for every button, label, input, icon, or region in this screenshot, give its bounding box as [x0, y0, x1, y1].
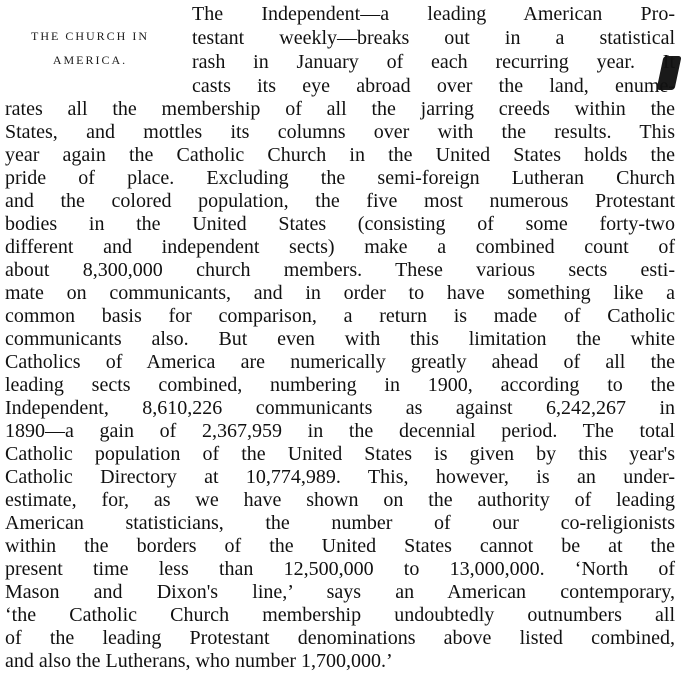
text-line: casts its eye abroad over the land, enume- — [192, 75, 675, 97]
text-line: testant weekly—breaks out in a statistical — [192, 27, 675, 49]
margin-heading-line-2: AMERICA. — [52, 53, 128, 67]
text-line: American statisticians, the number of our co-religionists — [5, 512, 675, 534]
text-line: year again the Catholic Church in the United States holds the — [5, 144, 675, 166]
text-line: and also the Lutherans, who number 1,700,000.’ — [5, 650, 393, 672]
text-line: ‘the Catholic Church membership undoubtedly outnumbers all — [5, 604, 675, 626]
text-line: within the borders of the United States cannot be at the — [5, 535, 675, 557]
text-line: common basis for comparison, a return is made of Catholic — [5, 305, 675, 327]
text-line: different and independent sects) make a combined count of — [5, 236, 675, 258]
text-line: of the leading Protestant denominations above listed combined, — [5, 627, 675, 649]
text-line: estimate, for, as we have shown on the authority of leading — [5, 489, 675, 511]
text-line: bodies in the United States (consisting of some forty-two — [5, 213, 675, 235]
text-line: communicants also. But even with this limitation the white — [5, 328, 675, 350]
text-line: Catholics of America are numerically greatly ahead of all the — [5, 351, 675, 373]
text-line: Independent, 8,610,226 communicants as against 6,242,267 in — [5, 397, 675, 419]
text-line: rates all the membership of all the jarring creeds within the — [5, 98, 675, 120]
text-line: pride of place. Excluding the semi-foreign Lutheran Church — [5, 167, 675, 189]
text-line: leading sects combined, numbering in 1900, according to the — [5, 374, 675, 396]
text-line: The Independent—a leading American Pro- — [192, 3, 675, 25]
text-line: Mason and Dixon's line,’ says an American contemporary, — [5, 581, 675, 603]
text-line: rash in January of each recurring year. It — [192, 51, 675, 73]
text-line: 1890—a gain of 2,367,959 in the decennial period. The total — [5, 420, 675, 442]
margin-heading-line-1: THE CHURCH IN — [31, 29, 149, 43]
text-line: present time less than 12,500,000 to 13,000,000. ‘North of — [5, 558, 675, 580]
text-line: about 8,300,000 church members. These various sects esti- — [5, 259, 675, 281]
margin-heading — [5, 24, 175, 72]
text-line: Catholic Directory at 10,774,989. This, however, is an under- — [5, 466, 675, 488]
text-line: and the colored population, the five most numerous Protestant — [5, 190, 675, 212]
text-line: Catholic population of the United States is given by this year's — [5, 443, 675, 465]
text-line: States, and mottles its columns over with the results. This — [5, 121, 675, 143]
text-line: mate on communicants, and in order to have something like a — [5, 282, 675, 304]
